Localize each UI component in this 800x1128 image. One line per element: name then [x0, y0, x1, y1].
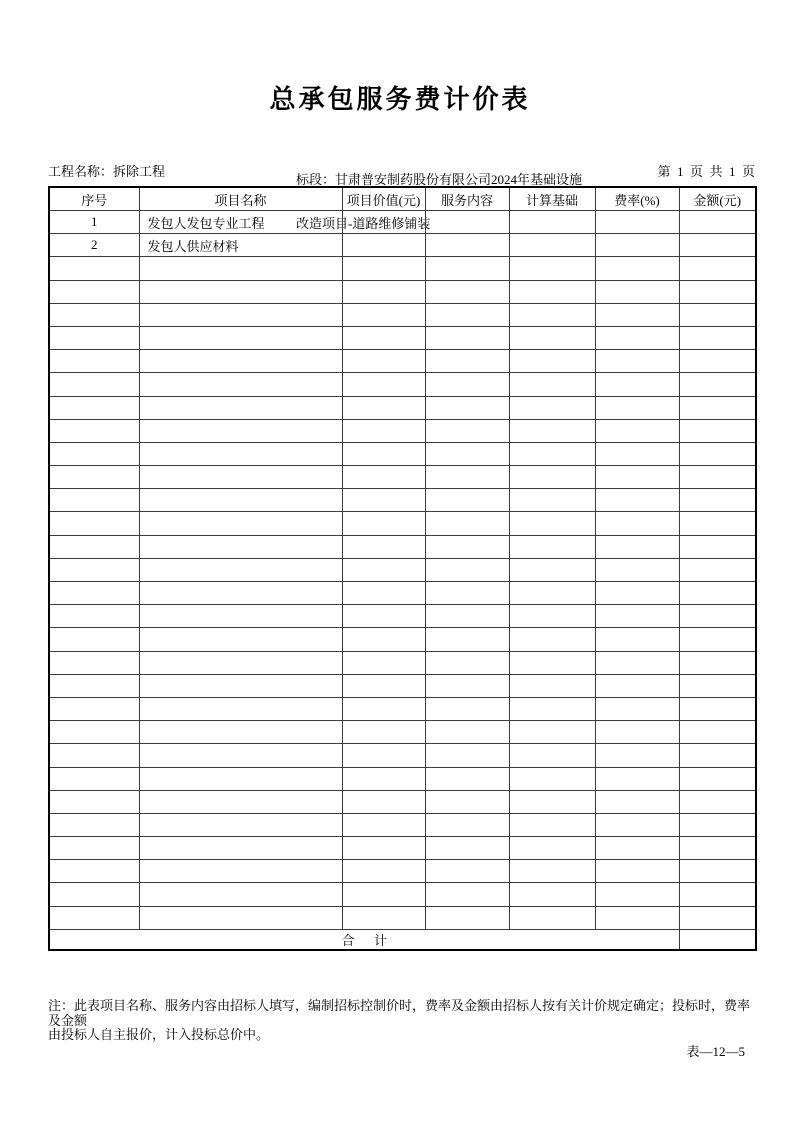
- cell-basis: [509, 211, 595, 234]
- cell-value: [342, 211, 425, 234]
- cell-value: [342, 813, 425, 836]
- cell-name: [139, 303, 342, 326]
- cell-value: [342, 790, 425, 813]
- cell-rate: [595, 211, 679, 234]
- cell-value: [342, 651, 425, 674]
- cell-rate: [595, 883, 679, 906]
- cell-name: [139, 674, 342, 697]
- cell-service: [425, 651, 509, 674]
- table-row: [49, 326, 756, 349]
- cell-rate: [595, 651, 679, 674]
- table-row: [49, 883, 756, 906]
- cell-seq: [49, 512, 139, 535]
- cell-name: [139, 790, 342, 813]
- cell-name: [139, 813, 342, 836]
- cell-amount: [679, 837, 756, 860]
- cell-amount: [679, 906, 756, 929]
- table-row: [49, 535, 756, 558]
- cell-name: [139, 558, 342, 581]
- cell-value: [342, 582, 425, 605]
- table-row: [49, 674, 756, 697]
- cell-service: [425, 442, 509, 465]
- cell-seq: [49, 767, 139, 790]
- cell-name: [139, 744, 342, 767]
- cell-amount: [679, 373, 756, 396]
- cell-basis: [509, 837, 595, 860]
- cell-name: [139, 651, 342, 674]
- cell-name: [139, 721, 342, 744]
- cell-seq: [49, 280, 139, 303]
- cell-rate: [595, 906, 679, 929]
- cell-service: [425, 813, 509, 836]
- cell-seq: [49, 419, 139, 442]
- cell-basis: [509, 234, 595, 257]
- cell-service: [425, 767, 509, 790]
- cell-service: [425, 628, 509, 651]
- cell-service: [425, 257, 509, 280]
- cell-name: [139, 373, 342, 396]
- table-row: [49, 396, 756, 419]
- cell-service: [425, 790, 509, 813]
- cell-amount: [679, 697, 756, 720]
- table-row: [49, 558, 756, 581]
- cell-name: 发包人发包专业工程: [139, 211, 342, 234]
- table-row: [49, 790, 756, 813]
- cell-name: [139, 280, 342, 303]
- cell-basis: [509, 326, 595, 349]
- cell-rate: [595, 837, 679, 860]
- cell-amount: [679, 280, 756, 303]
- note-line-1: 注：此表项目名称、服务内容由招标人填写，编制招标控制价时，费率及金额由招标人按有关计价规定确定；投标时，费率及金额: [48, 998, 751, 1028]
- cell-seq: 1: [49, 211, 139, 234]
- total-amount: [679, 929, 756, 950]
- cell-value: [342, 767, 425, 790]
- cell-seq: [49, 257, 139, 280]
- cell-basis: [509, 280, 595, 303]
- cell-seq: [49, 303, 139, 326]
- form-code: 表—12—5: [686, 1044, 745, 1059]
- cell-amount: [679, 211, 756, 234]
- cell-seq: [49, 697, 139, 720]
- cell-seq: [49, 906, 139, 929]
- cell-rate: [595, 303, 679, 326]
- cell-basis: [509, 883, 595, 906]
- cell-amount: [679, 628, 756, 651]
- cell-basis: [509, 535, 595, 558]
- cell-value: [342, 257, 425, 280]
- cell-seq: [49, 744, 139, 767]
- table-body: [49, 211, 756, 930]
- cell-name: [139, 837, 342, 860]
- page-number: 第 1 页 共 1 页: [657, 164, 755, 179]
- cell-amount: [679, 767, 756, 790]
- cell-basis: [509, 790, 595, 813]
- cell-value: [342, 906, 425, 929]
- cell-value: [342, 697, 425, 720]
- cell-name: [139, 442, 342, 465]
- cell-value: [342, 419, 425, 442]
- cell-service: [425, 906, 509, 929]
- cell-name: [139, 326, 342, 349]
- table-row: [49, 860, 756, 883]
- cell-rate: [595, 744, 679, 767]
- cell-rate: [595, 419, 679, 442]
- project-name-label: 工程名称：拆除工程: [48, 164, 166, 179]
- cell-basis: [509, 396, 595, 419]
- cell-service: [425, 744, 509, 767]
- cell-amount: [679, 790, 756, 813]
- cell-service: [425, 697, 509, 720]
- cell-basis: [509, 558, 595, 581]
- cell-amount: [679, 257, 756, 280]
- cell-service: [425, 373, 509, 396]
- cell-rate: [595, 280, 679, 303]
- cell-basis: [509, 744, 595, 767]
- cell-value: [342, 674, 425, 697]
- cell-seq: [49, 373, 139, 396]
- cell-basis: [509, 257, 595, 280]
- cell-value: [342, 489, 425, 512]
- table-row: [49, 651, 756, 674]
- cell-name: [139, 767, 342, 790]
- cell-amount: [679, 396, 756, 419]
- cell-basis: [509, 767, 595, 790]
- cell-basis: [509, 303, 595, 326]
- cell-value: [342, 535, 425, 558]
- cell-rate: [595, 257, 679, 280]
- header-value: 项目价值(元): [342, 187, 425, 211]
- cell-rate: [595, 674, 679, 697]
- section-line-2: 改造项目-道路维修铺装: [296, 215, 431, 231]
- section-line-1: 标段：甘肃普安制药股份有限公司2024年基础设施: [296, 172, 583, 187]
- cell-seq: 2: [49, 234, 139, 257]
- table-row: [49, 628, 756, 651]
- cell-basis: [509, 350, 595, 373]
- cell-seq: [49, 860, 139, 883]
- cell-basis: [509, 721, 595, 744]
- cell-value: [342, 558, 425, 581]
- cell-service: [425, 883, 509, 906]
- cell-seq: [49, 674, 139, 697]
- cell-value: [342, 280, 425, 303]
- table-row: [49, 906, 756, 929]
- cell-seq: [49, 813, 139, 836]
- cell-seq: [49, 396, 139, 419]
- table-row: [49, 350, 756, 373]
- table-row: [49, 512, 756, 535]
- cell-rate: [595, 373, 679, 396]
- cell-seq: [49, 326, 139, 349]
- table-row: [49, 373, 756, 396]
- cell-value: [342, 326, 425, 349]
- cell-amount: [679, 535, 756, 558]
- cell-rate: [595, 582, 679, 605]
- cell-service: [425, 211, 509, 234]
- cell-service: [425, 419, 509, 442]
- cell-seq: [49, 466, 139, 489]
- cell-service: [425, 350, 509, 373]
- table-row: [49, 744, 756, 767]
- cell-seq: [49, 790, 139, 813]
- cell-rate: [595, 860, 679, 883]
- cell-amount: [679, 744, 756, 767]
- cell-service: [425, 396, 509, 419]
- table-row: [49, 721, 756, 744]
- table-row: [49, 582, 756, 605]
- cell-value: [342, 234, 425, 257]
- table-row: [49, 257, 756, 280]
- header-rate: 费率(%): [595, 187, 679, 211]
- cell-service: [425, 326, 509, 349]
- cell-service: [425, 466, 509, 489]
- cell-rate: [595, 790, 679, 813]
- cell-value: [342, 883, 425, 906]
- cell-rate: [595, 628, 679, 651]
- table-note: [48, 999, 758, 1043]
- cell-amount: [679, 303, 756, 326]
- cell-seq: [49, 605, 139, 628]
- cell-seq: [49, 628, 139, 651]
- cell-rate: [595, 396, 679, 419]
- cell-seq: [49, 535, 139, 558]
- cell-value: [342, 373, 425, 396]
- cell-service: [425, 721, 509, 744]
- cell-name: [139, 883, 342, 906]
- cell-seq: [49, 883, 139, 906]
- cell-amount: [679, 860, 756, 883]
- note-line-2: 由投标人自主报价，计入投标总价中。: [48, 1027, 270, 1042]
- table-footer: [49, 929, 756, 950]
- table-row: [49, 303, 756, 326]
- cell-amount: [679, 512, 756, 535]
- table-row: [49, 419, 756, 442]
- header-basis: 计算基础: [509, 187, 595, 211]
- table-row: [49, 442, 756, 465]
- cell-rate: [595, 697, 679, 720]
- cell-value: [342, 721, 425, 744]
- cell-amount: [679, 234, 756, 257]
- cell-rate: [595, 350, 679, 373]
- header-row: [49, 187, 756, 211]
- cell-value: [342, 512, 425, 535]
- cell-basis: [509, 860, 595, 883]
- cell-service: [425, 535, 509, 558]
- table-header: [49, 187, 756, 211]
- cell-name: [139, 697, 342, 720]
- cell-amount: [679, 489, 756, 512]
- cell-rate: [595, 326, 679, 349]
- cell-name: [139, 489, 342, 512]
- cell-value: [342, 442, 425, 465]
- cell-amount: [679, 582, 756, 605]
- cell-service: [425, 837, 509, 860]
- cell-basis: [509, 813, 595, 836]
- cell-name: [139, 419, 342, 442]
- cell-service: [425, 512, 509, 535]
- cell-seq: [49, 350, 139, 373]
- cell-basis: [509, 466, 595, 489]
- table-row: [49, 466, 756, 489]
- table-row: [49, 605, 756, 628]
- cell-name: [139, 860, 342, 883]
- cell-amount: [679, 721, 756, 744]
- table-row: [49, 767, 756, 790]
- table-row: [49, 489, 756, 512]
- cell-rate: [595, 558, 679, 581]
- cell-basis: [509, 674, 595, 697]
- header-service: 服务内容: [425, 187, 509, 211]
- table-row: [49, 697, 756, 720]
- cell-rate: [595, 489, 679, 512]
- cell-basis: [509, 697, 595, 720]
- cell-service: [425, 674, 509, 697]
- service-fee-table: [48, 186, 757, 951]
- cell-rate: [595, 813, 679, 836]
- cell-rate: [595, 466, 679, 489]
- cell-amount: [679, 883, 756, 906]
- cell-name: [139, 512, 342, 535]
- cell-basis: [509, 605, 595, 628]
- cell-name: [139, 582, 342, 605]
- cell-rate: [595, 535, 679, 558]
- cell-seq: [49, 558, 139, 581]
- cell-amount: [679, 674, 756, 697]
- cell-amount: [679, 558, 756, 581]
- cell-amount: [679, 350, 756, 373]
- cell-amount: [679, 466, 756, 489]
- table-row: [49, 280, 756, 303]
- cell-amount: [679, 651, 756, 674]
- cell-seq: [49, 489, 139, 512]
- cell-amount: [679, 419, 756, 442]
- cell-rate: [595, 767, 679, 790]
- table-row: [49, 234, 756, 257]
- cell-rate: [595, 442, 679, 465]
- cell-basis: [509, 651, 595, 674]
- cell-name: [139, 906, 342, 929]
- cell-service: [425, 860, 509, 883]
- cell-service: [425, 234, 509, 257]
- cell-basis: [509, 373, 595, 396]
- cell-service: [425, 605, 509, 628]
- cell-name: 发包人供应材料: [139, 234, 342, 257]
- cell-amount: [679, 605, 756, 628]
- cell-rate: [595, 512, 679, 535]
- cell-amount: [679, 326, 756, 349]
- cell-service: [425, 489, 509, 512]
- cell-value: [342, 628, 425, 651]
- cell-rate: [595, 605, 679, 628]
- cell-value: [342, 303, 425, 326]
- cell-amount: [679, 813, 756, 836]
- cell-value: [342, 396, 425, 419]
- cell-name: [139, 535, 342, 558]
- cell-value: [342, 837, 425, 860]
- table-row: [49, 813, 756, 836]
- cell-service: [425, 303, 509, 326]
- cell-seq: [49, 651, 139, 674]
- cell-name: [139, 628, 342, 651]
- cell-name: [139, 466, 342, 489]
- cell-seq: [49, 837, 139, 860]
- cell-value: [342, 860, 425, 883]
- cell-rate: [595, 234, 679, 257]
- cell-basis: [509, 512, 595, 535]
- cell-basis: [509, 489, 595, 512]
- cell-value: [342, 350, 425, 373]
- cell-basis: [509, 442, 595, 465]
- cell-amount: [679, 442, 756, 465]
- header-amount: 金额(元): [679, 187, 756, 211]
- cell-name: [139, 396, 342, 419]
- cell-service: [425, 280, 509, 303]
- cell-seq: [49, 582, 139, 605]
- header-seq: 序号: [49, 187, 139, 211]
- total-row: [49, 929, 756, 950]
- cell-name: [139, 257, 342, 280]
- cell-seq: [49, 721, 139, 744]
- cell-value: [342, 466, 425, 489]
- cell-basis: [509, 582, 595, 605]
- table-row: [49, 837, 756, 860]
- total-label: 合 计: [49, 929, 679, 950]
- page-title: 总承包服务费计价表: [269, 85, 531, 114]
- cell-name: [139, 605, 342, 628]
- header-name: 项目名称: [139, 187, 342, 211]
- cell-service: [425, 582, 509, 605]
- cell-basis: [509, 419, 595, 442]
- cell-name: [139, 350, 342, 373]
- cell-basis: [509, 628, 595, 651]
- cell-value: [342, 744, 425, 767]
- cell-rate: [595, 721, 679, 744]
- cell-service: [425, 558, 509, 581]
- cell-seq: [49, 442, 139, 465]
- cell-basis: [509, 906, 595, 929]
- cell-value: [342, 605, 425, 628]
- table-row: [49, 211, 756, 234]
